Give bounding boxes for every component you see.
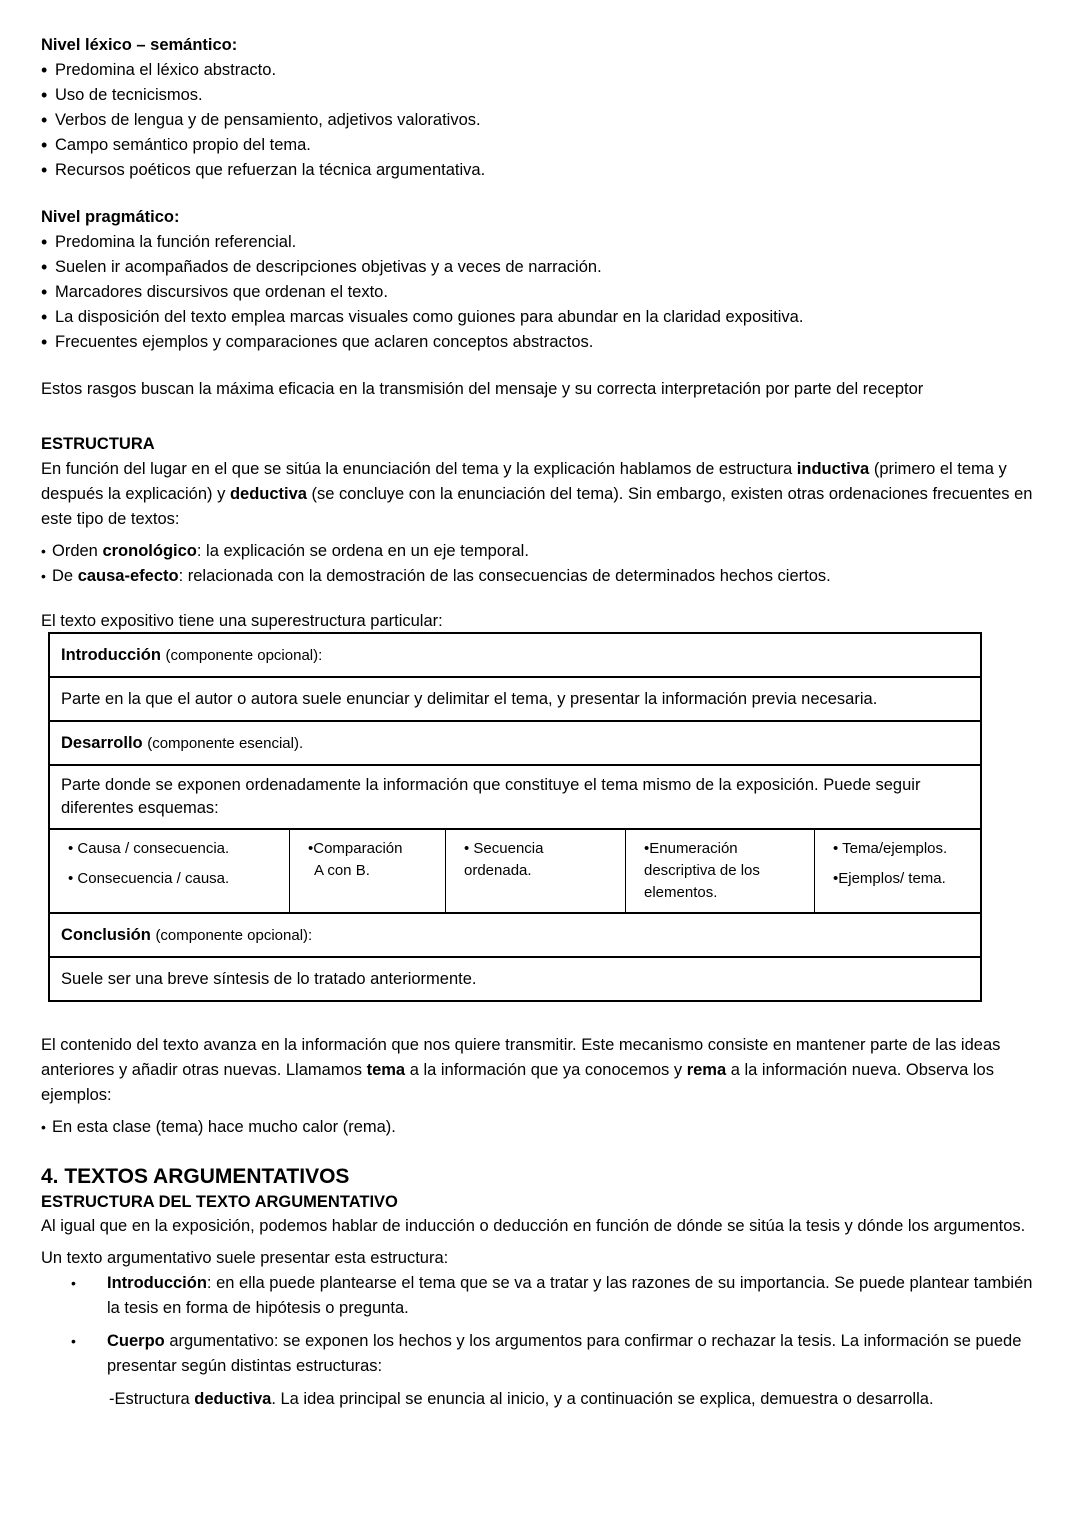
esquema-comparacion: •Comparación A con B. [290, 830, 446, 912]
list-item: • Predomina el léxico abstracto. [41, 58, 1041, 83]
esquemas-table [50, 830, 980, 912]
list-item: • Campo semántico propio del tema. [41, 133, 1041, 158]
desarrollo-header: Desarrollo (componente esencial). [49, 721, 981, 765]
list-lexico [41, 58, 1041, 183]
list-item: • Frecuentes ejemplos y comparaciones que aclaren conceptos abstractos. [41, 330, 1041, 355]
esquema-secuencia: • Secuencia ordenada. [446, 830, 626, 912]
heading-pragmatico: Nivel pragmático: [41, 208, 180, 226]
esquema-enumeracion: •Enumeración descriptiva de los elementos. [626, 830, 815, 912]
list-item: • Recursos poéticos que refuerzan la técnica argumentativa. [41, 158, 1041, 183]
list-item: • La disposición del texto emplea marcas visuales como guiones para abundar en la claridad expositiva. [41, 305, 1041, 330]
esquemas-cell [49, 829, 981, 913]
superestructura-table [48, 632, 982, 1002]
argumentativo-paragraph-1: Al igual que en la exposición, podemos hablar de inducción o deducción en función de dónde se sitúa la tesis y dónde los argumentos. [41, 1217, 1026, 1235]
superestructura-intro: El texto expositivo tiene una superestructura particular: [41, 612, 443, 630]
desarrollo-text: Parte donde se exponen ordenadamente la información que constituye el tema mismo de la exposición. Puede seguir diferentes esquemas: [49, 765, 981, 829]
document-page [41, 33, 1041, 1412]
esquema-tema: • Tema/ejemplos. •Ejemplos/ tema. [815, 830, 981, 912]
list-item: • De causa-efecto: relacionada con la demostración de las consecuencias de determinados hechos ciertos. [41, 564, 1041, 589]
introduccion-header: Introducción (componente opcional): [49, 633, 981, 677]
list-item: • Uso de tecnicismos. [41, 83, 1041, 108]
tema-rema-paragraph: El contenido del texto avanza en la información que nos quiere transmitir. Este mecanismo consiste en mantener parte de las ideas anteriores y añadir otras nuevas. Llamamos tema a la información que ya conocemos y rema a la información nueva. Observa los ejemplos: [41, 1036, 1001, 1104]
list-ordenaciones [41, 539, 1041, 589]
conclusion-header: Conclusión (componente opcional): [49, 913, 981, 957]
estructura-deductiva-note: -Estructura deductiva. La idea principal se enuncia al inicio, y a continuación se explica, demuestra o desarrolla. [109, 1390, 934, 1408]
heading-lexico: Nivel léxico – semántico: [41, 36, 238, 54]
list-item: • Marcadores discursivos que ordenan el texto. [41, 280, 1041, 305]
list-item: • Suelen ir acompañados de descripciones objetivas y a veces de narración. [41, 255, 1041, 280]
list-item: • Predomina la función referencial. [41, 230, 1041, 255]
list-item: • Introducción: en ella puede plantearse el tema que se va a tratar y las razones de su importancia. Se puede plantear también la tesis en forma de hipótesis o pregunta. [41, 1271, 1041, 1321]
list-item: • En esta clase (tema) hace mucho calor (rema). [41, 1115, 1041, 1140]
introduccion-text: Parte en la que el autor o autora suele enunciar y delimitar el tema, y presentar la información previa necesaria. [49, 677, 981, 721]
conclusion-text: Suele ser una breve síntesis de lo tratado anteriormente. [49, 957, 981, 1001]
heading-estructura: ESTRUCTURA [41, 435, 155, 453]
argumentativo-paragraph-2: Un texto argumentativo suele presentar esta estructura: [41, 1249, 449, 1267]
rasgos-paragraph: Estos rasgos buscan la máxima eficacia en la transmisión del mensaje y su correcta interpretación por parte del receptor [41, 380, 924, 398]
list-item: • Cuerpo argumentativo: se exponen los hechos y los argumentos para confirmar o rechazar la tesis. La información se puede presentar según distintas estructuras: [41, 1329, 1041, 1379]
heading-estructura-argumentativo: ESTRUCTURA DEL TEXTO ARGUMENTATIVO [41, 1193, 398, 1211]
list-pragmatico [41, 230, 1041, 355]
esquema-causa: • Causa / consecuencia. • Consecuencia / causa. [50, 830, 290, 912]
list-item: • Orden cronológico: la explicación se ordena en un eje temporal. [41, 539, 1041, 564]
list-ejemplos [41, 1115, 1041, 1140]
list-item: • Verbos de lengua y de pensamiento, adjetivos valorativos. [41, 108, 1041, 133]
estructura-paragraph: En función del lugar en el que se sitúa la enunciación del tema y la explicación hablamos de estructura inductiva (primero el tema y después la explicación) y deductiva (se concluye con la enunciación del tema). Sin embargo, existen otras ordenaciones frecuentes en este tipo de textos: [41, 460, 1033, 528]
list-estructura-argumentativa [41, 1271, 1041, 1379]
section-title-argumentativos: 4. TEXTOS ARGUMENTATIVOS [41, 1165, 350, 1188]
